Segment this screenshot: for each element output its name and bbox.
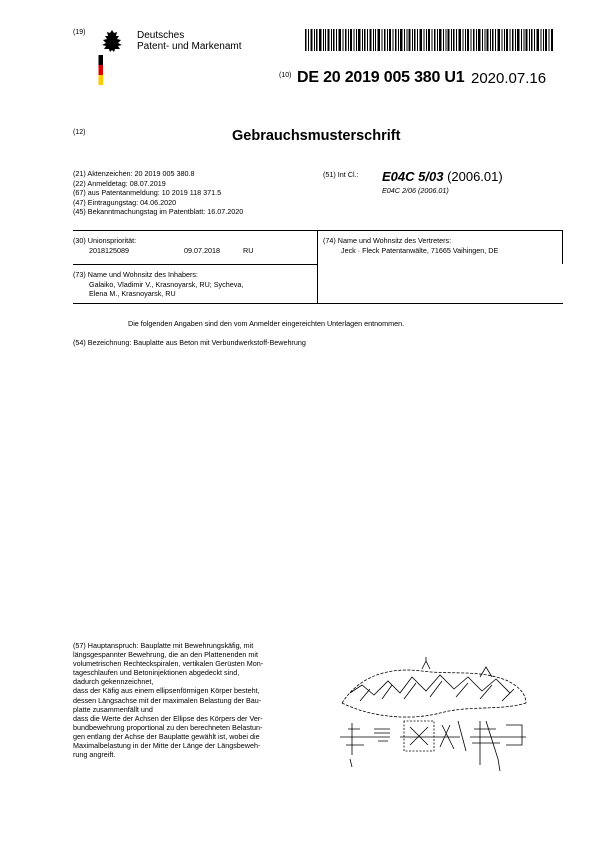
- bib-row-22: (22) Anmeldetag: 08.07.2019: [73, 178, 166, 188]
- bib-row-47: (47) Eintragungstag: 04.06.2020: [73, 197, 177, 207]
- owner-block: (73) Name und Wohnsitz des Inhabers: Galaiko, Vladimir V., Krasnoyarsk, RU; Sycheva, Elena M., Krasnoyarsk, RU: [73, 270, 244, 298]
- divider-line-bottom: [73, 303, 563, 304]
- ipc-label: (51) Int Cl.:: [323, 170, 359, 179]
- designation: (54) Bezeichnung: Bauplatte aus Beton mit Verbundwerkstoff-Bewehrung: [73, 338, 306, 347]
- bibliographic-data: [73, 169, 243, 217]
- office-name-line2: Patent- und Markenamt: [137, 41, 242, 52]
- priority-date: 09.07.2018: [184, 245, 220, 255]
- main-claim: (57) Hauptanspruch: Bauplatte mit Bewehrungskäfig, mit längsgespannter Bewehrung, die an den Plattenenden mit volumetrischen Rechteckspiralen, vertikalen Gerüsten Mon- tageschlaufen und Betoninjektionen abgedeckt sind, dadurch gekennzeichnet, dass der Käfig aus einem ellipsenförmigen Körper besteht, dessen Längsachse mit der maximalen Belastung der Bau- platte zusammenfällt und dass die Werte der Achsen der Ellipse des Körpers der Ver- bundbewehrung proportional zu den berechneten Belastun- gen entlang der Achse der Bauplatte gewählt ist, wobei die Maximalbelastung in der Mitte der Länge der Längsbeweh- rung angreift.: [73, 641, 264, 760]
- divider-line-mid: [73, 264, 317, 265]
- divider-vertical: [317, 230, 318, 303]
- priority-block: (30) Unionspriorität: 2018125089 09.07.2018 RU: [73, 236, 254, 255]
- code-19: (19): [73, 29, 86, 36]
- applicant-notice: Die folgenden Angaben sind den vom Anmelder eingereichten Unterlagen entnommen.: [128, 319, 405, 328]
- representative-block: (74) Name und Wohnsitz des Vertreters: Jeck · Fleck Patentanwälte, 71665 Vaihingen, DE: [323, 236, 499, 255]
- bib-row-45: (45) Bekanntmachungstag im Patentblatt: 16.07.2020: [73, 207, 244, 216]
- barcode: [305, 29, 554, 51]
- ipc-sub-class: E04C 2/06 (2006.01): [382, 186, 449, 195]
- representative-value: Jeck · Fleck Patentanwälte, 71665 Vaihingen, DE: [341, 245, 499, 255]
- priority-number: 2018125089: [89, 245, 129, 255]
- bib-row-67: (67) aus Patentanmeldung: 10 2019 118 371.5: [73, 188, 222, 197]
- federal-eagle-icon: [98, 28, 126, 88]
- code-12: (12): [73, 129, 86, 136]
- document-type-title: Gebrauchsmusterschrift: [232, 128, 401, 144]
- patent-drawing-figure: [330, 655, 535, 775]
- publication-date: 2020.07.16: [471, 70, 547, 87]
- ipc-main-class: E04C 5/03 (2006.01): [382, 169, 503, 184]
- code-10: (10): [279, 72, 292, 79]
- priority-country: RU: [243, 245, 254, 255]
- bib-row-21: (21) Aktenzeichen: 20 2019 005 380.8: [73, 169, 195, 178]
- divider-line-top: [73, 230, 563, 231]
- publication-number: DE 20 2019 005 380 U1: [297, 69, 465, 86]
- divider-vertical-right: [562, 230, 563, 264]
- office-name-line1: Deutsches: [137, 30, 185, 41]
